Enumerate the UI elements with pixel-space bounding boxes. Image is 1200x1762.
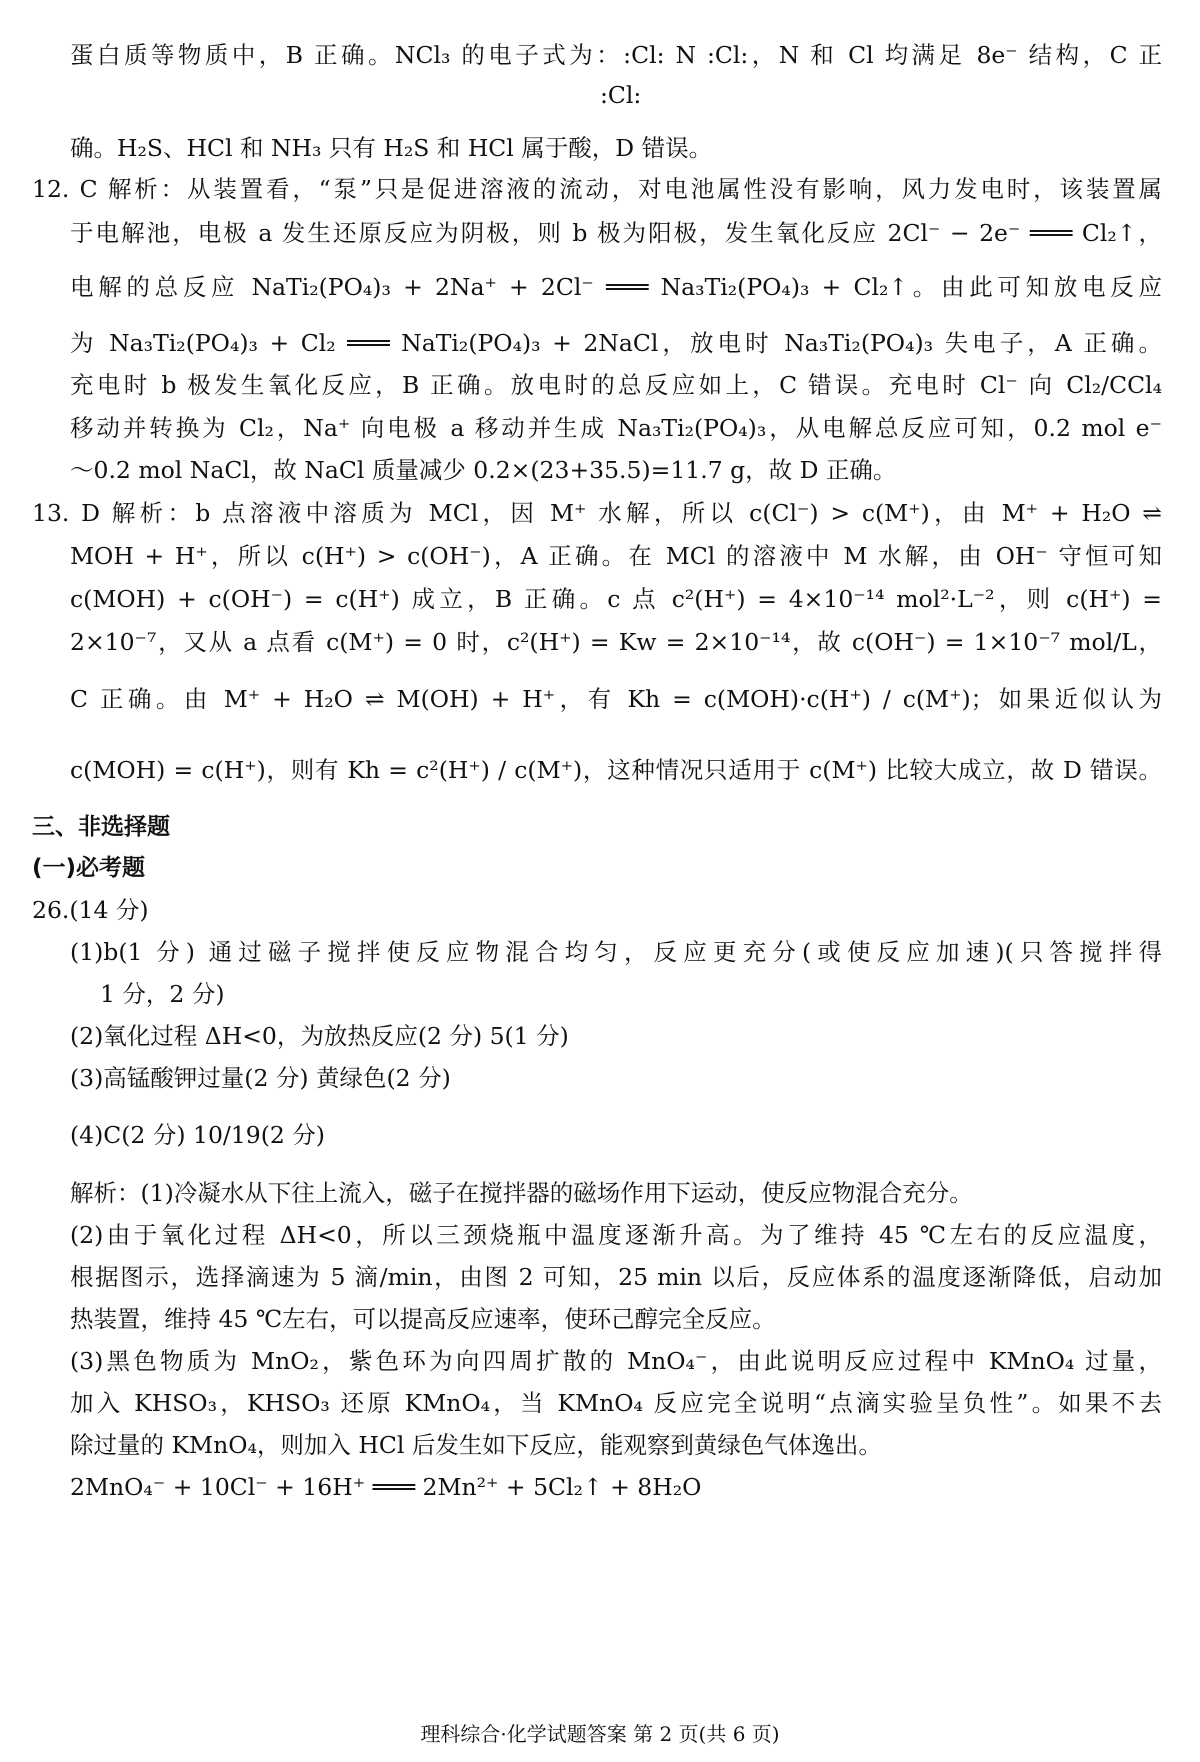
section-heading: 三、非选择题 [32, 814, 170, 840]
text-line: 2×10⁻⁷，又从 a 点看 c(M⁺) = 0 时，c²(H⁺) = Kw = 2×10⁻¹⁴，故 c(OH⁻) = 1×10⁻⁷ mol/L， [70, 628, 1162, 656]
text-line: 于电解池，电极 a 发生还原反应为阴极，则 b 极为阳极，发生氧化反应 2Cl⁻ − 2e⁻ ═══ Cl₂↑， [70, 219, 1162, 247]
question-number: 26.(14 分) [32, 896, 149, 924]
text-line: MOH + H⁺，所以 c(H⁺) > c(OH⁻)，A 正确。在 MCl 的溶液中 M 水解，由 OH⁻ 守恒可知 [70, 542, 1162, 570]
text-line: 确。H₂S、HCl 和 NH₃ 只有 H₂S 和 HCl 属于酸，D 错误。 [70, 134, 713, 162]
text-line: ～0.2 mol NaCl，故 NaCl 质量减少 0.2×(23+35.5)=11.7 g，故 D 正确。 [70, 456, 897, 484]
text-line: 电解的总反应 NaTi₂(PO₄)₃ + 2Na⁺ + 2Cl⁻ ═══ Na₃Ti₂(PO₄)₃ + Cl₂↑。由此可知放电反应 [70, 273, 1162, 301]
answer-line: (1)b(1 分) 通过磁子搅拌使反应物混合均匀，反应更充分(或使反应加速)(只答搅拌得 [70, 938, 1162, 966]
text-line: :Cl: [600, 81, 642, 109]
answer-line: (2)氧化过程 ΔH<0，为放热反应(2 分) 5(1 分) [70, 1022, 569, 1050]
analysis-line: 热装置，维持 45 ℃左右，可以提高反应速率，使环己醇完全反应。 [70, 1305, 776, 1333]
text-line: c(MOH) = c(H⁺)，则有 Kh = c²(H⁺) / c(M⁺)，这种情况只适用于 c(M⁺) 比较大成立，故 D 错误。 [70, 756, 1162, 784]
text-line: 13. D 解析：b 点溶液中溶质为 MCl，因 M⁺ 水解，所以 c(Cl⁻) > c(M⁺)，由 M⁺ + H₂O ⇌ [32, 499, 1162, 527]
text-line: C 正确。由 M⁺ + H₂O ⇌ M(OH) + H⁺，有 Kh = c(MOH)·c(H⁺) / c(M⁺)；如果近似认为 [70, 685, 1162, 713]
equation-line: 2MnO₄⁻ + 10Cl⁻ + 16H⁺ ═══ 2Mn²⁺ + 5Cl₂↑ + 8H₂O [70, 1473, 702, 1501]
page-footer: 理科综合·化学试题答案 第 2 页(共 6 页) [420, 1722, 780, 1746]
text-line: 蛋白质等物质中，B 正确。NCl₃ 的电子式为：:Cl: N :Cl:，N 和 Cl 均满足 8e⁻ 结构，C 正 [70, 41, 1162, 69]
text-line: 充电时 b 极发生氧化反应，B 正确。放电时的总反应如上，C 错误。充电时 Cl⁻ 向 Cl₂/CCl₄ [70, 371, 1162, 399]
answer-line: (3)高锰酸钾过量(2 分) 黄绿色(2 分) [70, 1064, 451, 1092]
text-line: 为 Na₃Ti₂(PO₄)₃ + Cl₂ ═══ NaTi₂(PO₄)₃ + 2NaCl，放电时 Na₃Ti₂(PO₄)₃ 失电子，A 正确。 [70, 329, 1162, 357]
text-line: 移动并转换为 Cl₂，Na⁺ 向电极 a 移动并生成 Na₃Ti₂(PO₄)₃，从电解总反应可知，0.2 mol e⁻ [70, 414, 1162, 442]
analysis-line: 解析：(1)冷凝水从下往上流入，磁子在搅拌器的磁场作用下运动，使反应物混合充分。 [70, 1179, 973, 1207]
subsection-heading: (一)必考题 [32, 855, 146, 881]
answer-line: 1 分，2 分) [100, 980, 225, 1008]
answer-line: (4)C(2 分) 10/19(2 分) [70, 1121, 325, 1149]
analysis-line: (3)黑色物质为 MnO₂，紫色环为向四周扩散的 MnO₄⁻，由此说明反应过程中 KMnO₄ 过量， [70, 1347, 1162, 1375]
text-line: 12. C 解析：从装置看，“泵”只是促进溶液的流动，对电池属性没有影响，风力发电时，该装置属 [32, 175, 1162, 203]
text-line: c(MOH) + c(OH⁻) = c(H⁺) 成立，B 正确。c 点 c²(H⁺) = 4×10⁻¹⁴ mol²·L⁻²，则 c(H⁺) = [70, 585, 1162, 613]
analysis-line: 除过量的 KMnO₄，则加入 HCl 后发生如下反应，能观察到黄绿色气体逸出。 [70, 1431, 882, 1459]
analysis-line: 加入 KHSO₃，KHSO₃ 还原 KMnO₄，当 KMnO₄ 反应完全说明“点滴实验呈负性”。如果不去 [70, 1389, 1162, 1417]
analysis-line: 根据图示，选择滴速为 5 滴/min，由图 2 可知，25 min 以后，反应体系的温度逐渐降低，启动加 [70, 1263, 1162, 1291]
analysis-line: (2)由于氧化过程 ΔH<0，所以三颈烧瓶中温度逐渐升高。为了维持 45 ℃左右的反应温度， [70, 1221, 1162, 1249]
